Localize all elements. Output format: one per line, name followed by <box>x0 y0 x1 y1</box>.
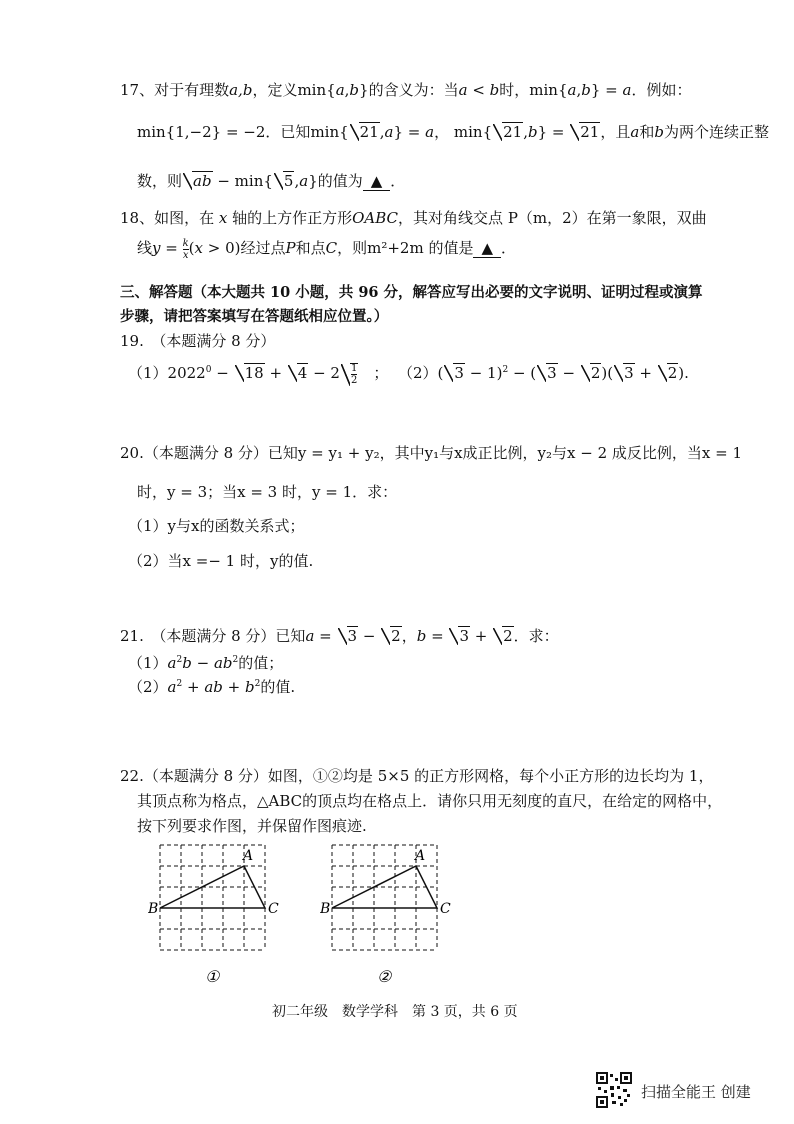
scanner-watermark: 扫描全能王 创建 <box>641 1083 751 1101</box>
q20-line1: 20.（本题满分 8 分）已知y = y₁ + y₂，其中y₁与x成正比例，y₂与x − 2 成反比例，当x = 1 <box>120 444 743 462</box>
figure-label-2: ② <box>377 967 392 986</box>
label-a-1: A <box>243 848 254 864</box>
q21-part1: $(1)a^2b - ab^2$的值； <box>128 654 284 672</box>
label-b-1: B <box>148 901 159 917</box>
q22-line2: 其顶点称为格点，△ABC的顶点均在格点上．请你只用无刻度的直尺，在给定的网格中， <box>137 792 723 810</box>
label-a-2: A <box>415 848 426 864</box>
q20-part2: （2）当x =− 1 时，y的值. <box>128 552 314 570</box>
q17-line3: 数，则 ab − min{ 5,a}的值为 ▲ ． <box>137 172 406 190</box>
page-footer: 初二年级 数学学科 第 3 页，共 6 页 <box>272 1004 518 1020</box>
q17-answer-blank[interactable]: ▲ <box>363 172 391 191</box>
q19-part1: $(1)2022^0 - 18 + 4 - 2$ $\frac{1}{2}$ ； <box>128 362 389 386</box>
q22-line3: 按下列要求作图，并保留作图痕迹. <box>137 817 367 835</box>
q19-part2: （2）( 3 − 1)$^2$ − ( 3 − 2)( 3 + 2). <box>398 364 689 382</box>
q22-line1: 22.（本题满分 8 分）如图，①②均是 5×5 的正方形网格，每个小正方形的边长均为 1， <box>120 767 714 785</box>
q19-header: 19. （本题满分 8 分） <box>120 332 276 350</box>
section3-title-line2: 步骤，请把答案填写在答题纸相应位置。） <box>120 308 389 325</box>
q18-answer-blank[interactable]: ▲ <box>473 239 501 258</box>
figure-label-1: ① <box>205 967 220 986</box>
label-c-1: C <box>268 901 279 917</box>
q21-part2: $(2)a^2$ + ab + $b^2$的值. <box>128 678 296 696</box>
grid-figure-1 <box>148 840 288 990</box>
qr-code-icon <box>596 1072 632 1108</box>
label-b-2: B <box>320 901 331 917</box>
q17-line1: 17、对于有理数a,b，定义min{a,b}的含义为：当a < b时，min{a,b} = a．例如： <box>120 81 692 99</box>
grid-figure-2 <box>320 840 460 990</box>
q18-line2: 线y = $\frac{k}{x}$ (x > 0)经过点P和点C，则m²+2m 的值是 ▲ ． <box>137 237 517 261</box>
label-c-2: C <box>440 901 451 917</box>
section3-title-line1: 三、解答题（本大题共 10 小题，共 96 分，解答应写出必要的文字说明、证明过程或演算 <box>120 284 703 301</box>
q20-line2: 时，y = 3；当x = 3 时，y = 1．求： <box>137 483 398 501</box>
q17-line2: min{1,−2} = −2．已知min{ 21,a} = a， min{ 21,b} = 21，且a和b为两个连续正整 <box>137 123 769 141</box>
q20-part1: （1）y与x的函数关系式； <box>128 517 305 535</box>
q21-header: 21. （本题满分 8 分）已知a = 3 − 2，b = 3 + 2．求： <box>120 627 559 645</box>
q18-line1: 18、如图，在 x 轴的上方作正方形OABC，其对角线交点 P（m，2）在第一象限，双曲 <box>120 209 707 227</box>
